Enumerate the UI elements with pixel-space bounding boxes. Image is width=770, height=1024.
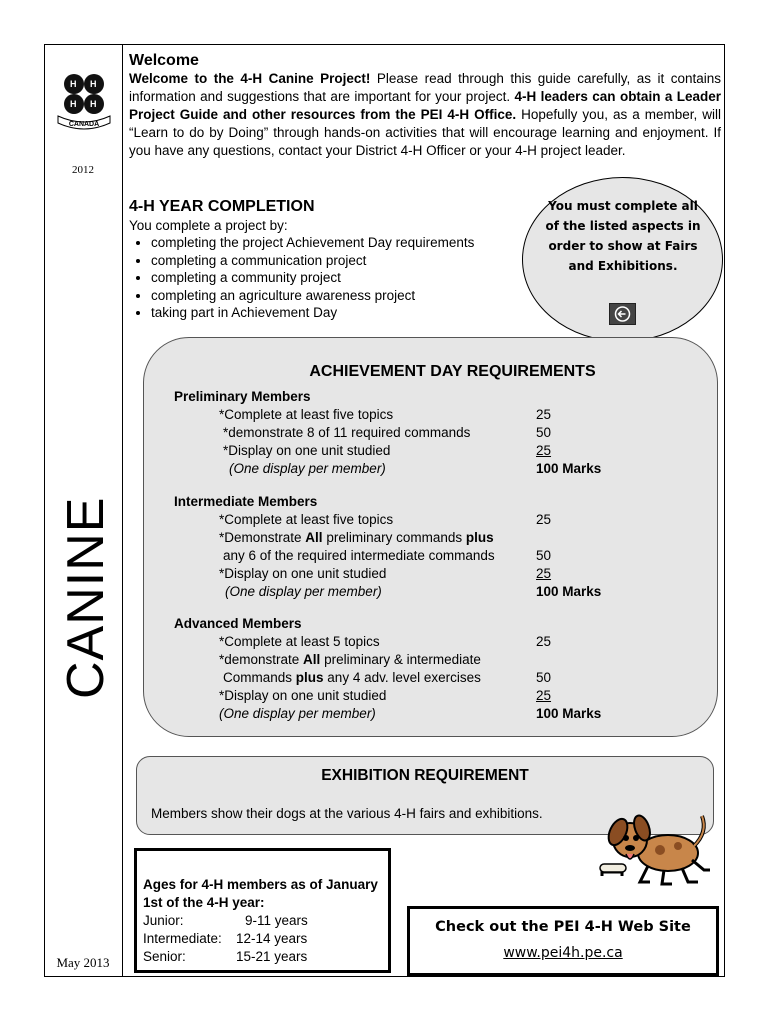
requirement-note: (One display per member)	[219, 706, 376, 721]
requirement-text: *Display on one unit studied	[219, 688, 387, 703]
requirement-text-part: preliminary & intermediate	[320, 652, 481, 667]
achievement-heading: ACHIEVEMENT DAY REQUIREMENTS	[309, 363, 596, 380]
welcome-text-2: Hopefully you, as a member, will “Learn to do by Doing” through hands-on activities that will encourage learning and enjoyment. If you have any questions, contact your District 4-H Officer or your 4-H project leader.	[129, 107, 721, 158]
requirement-emphasis: All	[305, 530, 323, 545]
requirement-emphasis: plus	[465, 530, 494, 545]
exhibition-text: Members show their dogs at the various 4-H fairs and exhibitions.	[151, 806, 543, 821]
requirement-text: *Complete at least five topics	[219, 407, 394, 422]
requirement-note: (One display per member)	[229, 461, 386, 476]
requirement-total: 100 Marks	[536, 461, 602, 476]
sidebar	[44, 44, 123, 977]
svg-text:H: H	[70, 79, 77, 89]
senior-value: 15-21 years	[236, 949, 308, 964]
year-completion-heading: 4-H YEAR COMPLETION	[129, 198, 315, 215]
requirement-note: (One display per member)	[225, 584, 382, 599]
exhibition-heading: EXHIBITION REQUIREMENT	[321, 767, 529, 784]
website-link[interactable]: www.pei4h.pe.ca	[503, 945, 623, 961]
4h-clover-logo-icon	[54, 66, 114, 136]
list-item: • completing a community project	[151, 269, 519, 287]
year-completion-intro: You complete a project by:	[129, 218, 288, 233]
intermediate-label: Intermediate:	[143, 931, 222, 946]
requirement-marks: 50	[536, 548, 552, 563]
advanced-title: Advanced Members	[174, 616, 302, 631]
achievement-requirements-box	[143, 337, 718, 737]
list-item: • completing a communication project	[151, 252, 519, 270]
welcome-text-1: Please read through this guide carefully, as it contains information and suggestions that are important for your project.	[129, 71, 721, 104]
member-ages-box	[134, 848, 391, 973]
website-box	[407, 906, 719, 976]
requirement-marks: 25	[536, 688, 552, 703]
project-year: 2012	[72, 164, 94, 176]
requirement-text-part: Commands	[223, 670, 296, 685]
requirement-text: *Complete at least 5 topics	[219, 634, 380, 649]
welcome-paragraph	[129, 70, 721, 160]
svg-text:CANADA: CANADA	[68, 121, 100, 128]
website-title: Check out the PEI 4-H Web Site	[435, 919, 691, 935]
welcome-section	[129, 52, 721, 160]
requirement-marks: 25	[536, 566, 552, 581]
list-item: • taking part in Achievement Day	[151, 304, 519, 322]
requirement-marks: 25	[536, 407, 552, 422]
requirement-text-part: preliminary commands	[322, 530, 466, 545]
list-item: • completing an agriculture awareness project	[151, 287, 519, 305]
requirement-emphasis: All	[303, 652, 321, 667]
requirement-marks: 50	[536, 425, 552, 440]
intermediate-value: 12-14 years	[236, 931, 308, 946]
requirement-marks: 50	[536, 670, 552, 685]
svg-text:H: H	[90, 99, 97, 109]
preliminary-title: Preliminary Members	[174, 389, 311, 404]
senior-label: Senior:	[143, 949, 186, 964]
intermediate-title: Intermediate Members	[174, 494, 318, 509]
requirement-text: *Complete at least five topics	[219, 512, 394, 527]
back-arrow-button[interactable]	[609, 303, 636, 325]
publication-date: May 2013	[56, 955, 110, 970]
requirement-marks: 25	[536, 512, 552, 527]
requirement-total: 100 Marks	[536, 584, 602, 599]
requirement-total: 100 Marks	[536, 706, 602, 721]
welcome-bold-leaders: 4-H leaders can obtain a Leader Project Guide and other resources from the PEI 4-H Office.	[129, 89, 721, 122]
year-completion-section	[129, 197, 519, 322]
requirement-text-part: *Demonstrate	[219, 530, 306, 545]
cartoon-dog-icon	[598, 798, 716, 888]
requirement-text: *Display on one unit studied	[219, 566, 387, 581]
year-completion-list	[129, 234, 519, 322]
vertical-project-title: CANINE	[57, 496, 115, 699]
junior-label: Junior:	[143, 913, 184, 928]
back-arrow-icon	[610, 304, 635, 324]
requirement-text-part: *demonstrate	[219, 652, 304, 667]
requirement-text: *Display on one unit studied	[223, 443, 391, 458]
svg-text:H: H	[90, 79, 97, 89]
welcome-bold-intro: Welcome to the 4-H Canine Project!	[129, 71, 371, 86]
requirement-text-part: any 4 adv. level exercises	[323, 670, 481, 685]
junior-value: 9-11 years	[245, 913, 308, 928]
svg-text:H: H	[70, 99, 77, 109]
requirement-text	[223, 669, 481, 687]
requirement-text: *demonstrate 8 of 11 required commands	[223, 425, 471, 440]
requirement-text	[219, 651, 481, 669]
callout-text: You must complete all of the listed aspects in order to show at Fairs and Exhibitions.	[545, 199, 701, 273]
requirement-marks: 25	[536, 634, 552, 649]
welcome-heading: Welcome	[129, 52, 199, 69]
requirement-text: any 6 of the required intermediate commands	[223, 548, 495, 563]
callout-oval	[522, 177, 723, 342]
list-item: • completing the project Achievement Day requirements	[151, 234, 519, 252]
requirement-marks: 25	[536, 443, 552, 458]
requirement-emphasis: plus	[295, 670, 324, 685]
ages-heading: Ages for 4-H members as of January 1st of the 4-H year:	[143, 877, 378, 910]
requirement-text	[219, 529, 494, 547]
